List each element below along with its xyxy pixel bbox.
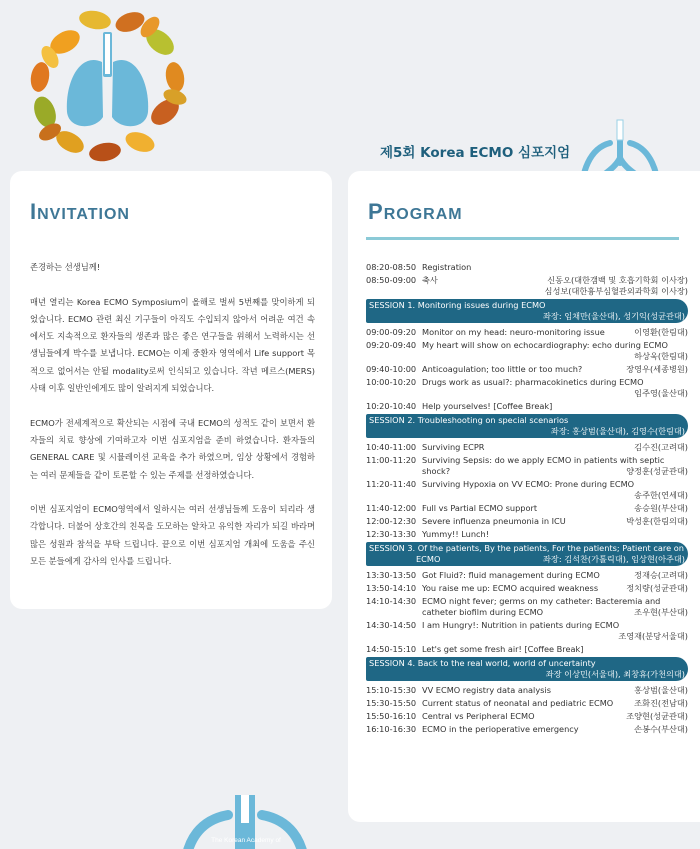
session-header — [366, 657, 688, 681]
schedule-row — [366, 570, 688, 581]
schedule-row — [366, 479, 688, 501]
program-divider — [366, 237, 679, 240]
schedule-speaker: 하상욱(한림대) — [634, 351, 688, 361]
schedule-row — [366, 503, 688, 514]
academy-text: The Korean Academy of — [211, 837, 281, 844]
schedule-topic: Registration — [422, 262, 472, 272]
schedule-row — [366, 644, 688, 655]
program-panel — [348, 171, 700, 822]
invitation-heading: INVITATION — [30, 199, 130, 224]
schedule-time: 08:20-08:50 — [366, 262, 417, 272]
schedule-speaker: 이영환(한림대) — [634, 327, 688, 337]
schedule-speaker: 홍상범(울산대) — [634, 685, 688, 695]
schedule-topic: Drugs work as usual?: pharmacokinetics during ECMO — [422, 377, 644, 387]
session-title: SESSION 3. Of the patients, By the patients, For the patients; Patient care on — [369, 543, 684, 553]
schedule-speaker: 손봉수(부산대) — [634, 724, 688, 734]
schedule-speaker: 김수진(고려대) — [634, 442, 688, 452]
session-title: SESSION 4. Back to the real world, world of uncertainty — [369, 658, 596, 668]
schedule-topic: Help yourselves! [Coffee Break] — [422, 401, 553, 411]
schedule-speaker: 조양현(성균관대) — [626, 711, 688, 721]
schedule-topic: Yummy!! Lunch! — [422, 529, 489, 539]
schedule-time: 13:30-13:50 — [366, 570, 417, 580]
schedule-speaker: 정치량(성균관대) — [626, 583, 688, 593]
schedule-row — [366, 327, 688, 338]
session-chairs: 좌장: 임채만(울산대), 성기익(성균관대) — [543, 311, 685, 321]
schedule-topic: Full vs Partial ECMO support — [422, 503, 538, 513]
schedule-row — [366, 698, 688, 709]
invitation-greeting: 존경하는 선생님께! — [30, 262, 101, 272]
schedule-speaker: 양정훈(성균관대) — [626, 466, 688, 476]
schedule-time: 14:30-14:50 — [366, 620, 417, 630]
schedule-time: 10:20-10:40 — [366, 401, 417, 411]
invitation-body — [30, 259, 315, 588]
invitation-panel — [10, 171, 332, 609]
schedule-row — [366, 529, 688, 540]
schedule-topic: Surviving Sepsis: do we apply ECMO in patients with septic shock? — [422, 455, 665, 476]
session-chairs: 좌장 이상민(서울대), 최창휴(가천의대) — [545, 669, 685, 679]
invitation-paragraph: ECMO가 전세계적으로 확산되는 시점에 국내 ECMO의 성적도 같이 보면서 환자들의 치료 향상에 기여하고자 이번 심포지엄을 준비 하였습니다. 환자들의 GENERAL CARE 및 시뮬레이션 교육을 추가 하였으며, 임상 상황에서 경험하는 여러 문제들을 같이 토론할 수 있는 주제를 선정하였습니다. — [30, 417, 315, 480]
schedule-row — [366, 364, 688, 375]
session-header — [366, 299, 688, 323]
schedule-speaker: 조우현(부산대) — [634, 607, 688, 617]
schedule-topic: VV ECMO registry data analysis — [422, 685, 551, 695]
schedule-topic: ECMO night fever; germs on my catheter: Bacteremia and catheter biofilm during ECMO — [422, 596, 661, 617]
schedule-time: 10:40-11:00 — [366, 442, 417, 452]
schedule-row — [366, 401, 688, 412]
schedule-row — [366, 442, 688, 453]
schedule-time: 13:50-14:10 — [366, 583, 417, 593]
schedule-topic: You raise me up: ECMO acquired weakness — [422, 583, 599, 593]
autumn-leaf-lung-logo-icon — [25, 2, 190, 162]
schedule-row — [366, 516, 688, 527]
schedule-time: 12:30-13:30 — [366, 529, 417, 539]
schedule-row — [366, 377, 688, 399]
schedule-topic: Let's get some fresh air! [Coffee Break] — [422, 644, 584, 654]
schedule-speaker: 송주한(연세대) — [634, 490, 688, 500]
session-chairs: 좌장: 홍상범(울산대), 김영수(한림대) — [550, 426, 685, 436]
schedule-row — [366, 620, 688, 642]
schedule-speaker: 정재승(고려대) — [634, 570, 688, 580]
schedule-topic: My heart will show on echocardiography: echo during ECMO — [422, 340, 668, 350]
schedule-time: 16:10-16:30 — [366, 724, 417, 734]
schedule-speaker: 조화진(전남대) — [634, 698, 688, 708]
schedule-speaker: 신동오(대한갬백 및 호흡기학회 이사장) 심성보(대한흉부심혈관외과학회 이사장) — [544, 275, 688, 296]
invitation-paragraph: 매년 열리는 Korea ECMO Symposium이 올해로 벌써 5번째를 맞이하게 되었습니다. ECMO 관련 최신 기구들이 아직도 수입되지 않아서 어려운 여건 속에서도 지속적으로 환자들의 생존과 많은 좋은 연구들을 위해서 노력하시는 선생님들에게 박수를 보냅니다. ECMO는 이제 중환자 영역에서 Life support 목적으로 없어서는 안될 modality로써 인식되고 있습니다. 작년 메르스(MERS) 사태 이후 일반인에게도 많이 알려지게 되었습니다. — [30, 296, 315, 394]
session-header — [366, 414, 688, 438]
schedule-time: 15:30-15:50 — [366, 698, 417, 708]
session-header — [366, 542, 688, 566]
schedule-time: 11:40-12:00 — [366, 503, 417, 513]
session-title: SESSION 2. Troubleshooting on special scenarios — [369, 415, 569, 425]
event-title: 제5회 Korea ECMO 심포지엄 — [380, 145, 571, 161]
schedule-time: 15:10-15:30 — [366, 685, 417, 695]
schedule-row — [366, 711, 688, 722]
schedule-speaker: 임주영(울산대) — [634, 388, 688, 398]
schedule-topic: Severe influenza pneumonia in ICU — [422, 516, 566, 526]
schedule-speaker: 박성훈(한림의대) — [626, 516, 688, 526]
schedule-topic: Got Fluid?: fluid management during ECMO — [422, 570, 600, 580]
invitation-paragraph: 이번 심포지엄이 ECMO영역에서 일하시는 여러 선생님들께 도움이 되리라 생각합니다. 더불어 상호간의 친목을 도모하는 알차고 유익한 자리가 되길 바라며 많은 성원과 참석을 부탁 드립니다. 끝으로 이번 심포지엄 개최에 도움을 주신 모든 분들에게 감사의 인사를 드립니다. — [30, 504, 315, 567]
schedule-speaker: 송승원(부산대) — [634, 503, 688, 513]
schedule-row — [366, 596, 688, 618]
schedule-speaker: 조영재(분당서울대) — [618, 631, 688, 641]
schedule-topic: ECMO in the perioperative emergency — [422, 724, 579, 734]
schedule-topic: Surviving ECPR — [422, 442, 485, 452]
schedule-time: 14:10-14:30 — [366, 596, 417, 606]
schedule-time: 12:00-12:30 — [366, 516, 417, 526]
schedule-time: 09:20-09:40 — [366, 340, 417, 350]
schedule-row — [366, 455, 688, 477]
schedule-speaker: 장영우(세종병원) — [626, 364, 688, 374]
schedule-row — [366, 262, 688, 273]
schedule-topic: I am Hungry!: Nutrition in patients during ECMO — [422, 620, 620, 630]
schedule-time: 09:40-10:00 — [366, 364, 417, 374]
session-title-cont: ECMO — [416, 554, 441, 564]
schedule-topic: Current status of neonatal and pediatric ECMO — [422, 698, 614, 708]
session-chairs: 좌장: 김석찬(가톨릭대), 임상현(아주대) — [543, 554, 685, 564]
schedule-topic: Anticoagulation; too little or too much? — [422, 364, 583, 374]
schedule-row — [366, 724, 688, 735]
schedule-topic: Monitor on my head: neuro-monitoring issue — [422, 327, 605, 337]
schedule-topic: Surviving Hypoxia on VV ECMO: Prone during ECMO — [422, 479, 635, 489]
schedule-time: 11:20-11:40 — [366, 479, 417, 489]
program-schedule — [366, 262, 688, 737]
schedule-row — [366, 583, 688, 594]
schedule-time: 14:50-15:10 — [366, 644, 417, 654]
schedule-row — [366, 340, 688, 362]
schedule-topic: 축사 — [422, 275, 438, 285]
schedule-row — [366, 275, 688, 297]
program-heading: PROGRAM — [368, 199, 463, 224]
schedule-time: 11:00-11:20 — [366, 455, 417, 465]
schedule-time: 15:50-16:10 — [366, 711, 417, 721]
schedule-time: 09:00-09:20 — [366, 327, 417, 337]
schedule-topic: Central vs Peripheral ECMO — [422, 711, 535, 721]
schedule-row — [366, 685, 688, 696]
schedule-time: 10:00-10:20 — [366, 377, 417, 387]
schedule-time: 08:50-09:00 — [366, 275, 417, 285]
session-title: SESSION 1. Monitoring issues during ECMO — [369, 300, 546, 310]
